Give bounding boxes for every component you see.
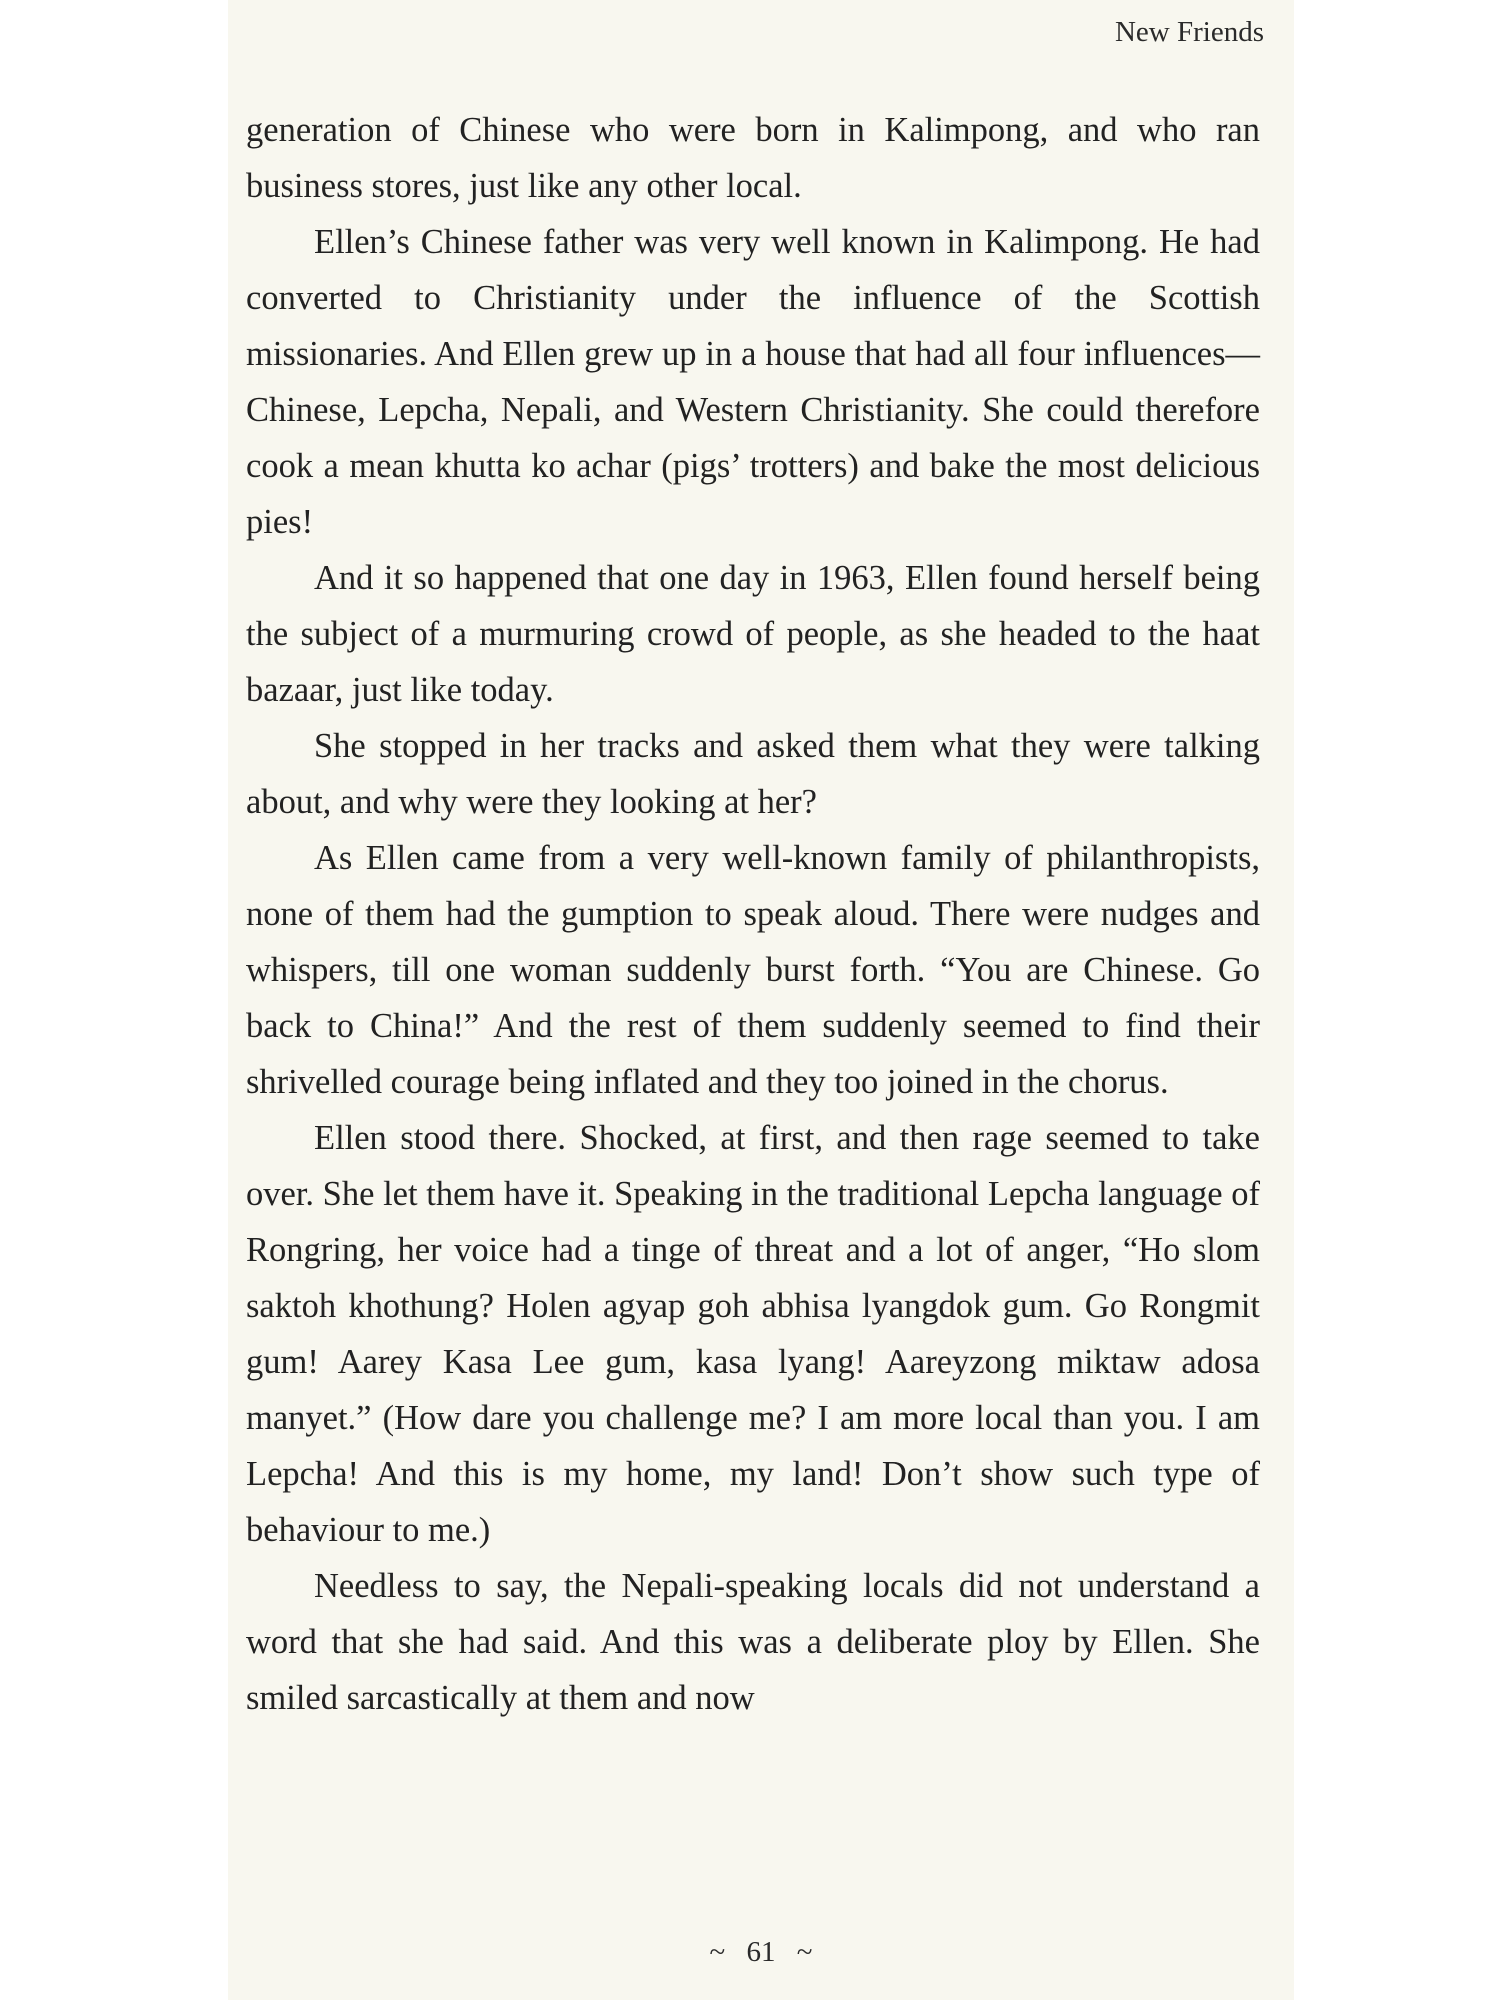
body-text (246, 102, 1260, 1726)
paragraph: She stopped in her tracks and asked them what they were talking about, and why were they looking at her? (246, 727, 1260, 821)
paragraph: Needless to say, the Nepali-speaking locals did not understand a word that she had said. And this was a deliberate ploy by Ellen. She smiled sarcastically at them and now (246, 1567, 1260, 1717)
paragraph: As Ellen came from a very well-known family of philanthropists, none of them had the gumption to speak aloud. There were nudges and whispers, till one woman suddenly burst forth. “You are Chinese. Go back to China!” And the rest of them suddenly seemed to find their shrivelled courage being inflated and they too joined in the chorus. (246, 839, 1260, 1101)
paragraph: And it so happened that one day in 1963, Ellen found herself being the subject of a murmuring crowd of people, as she headed to the haat bazaar, just like today. (246, 559, 1260, 709)
running-head: New Friends (1114, 16, 1264, 48)
book-page (228, 0, 1294, 2000)
paragraph: Ellen stood there. Shocked, at first, and then rage seemed to take over. She let them have it. Speaking in the traditional Lepcha language of Rongring, her voice had a tinge of threat and a lot of anger, “Ho slom saktoh khothung? Holen agyap goh abhisa lyangdok gum. Go Rongmit gum! Aarey Kasa Lee gum, kasa lyang! Aareyzong miktaw adosa manyet.” (How dare you challenge me? I am more local than you. I am Lepcha! And this is my home, my land! Don’t show such type of behaviour to me.) (246, 1119, 1260, 1549)
paragraph: Ellen’s Chinese father was very well known in Kalimpong. He had converted to Christianity under the influence of the Scottish missionaries. And Ellen grew up in a house that had all four influences—Chinese, Lepcha, Nepali, and Western Christianity. She could therefore cook a mean khutta ko achar (pigs’ trotters) and bake the most delicious pies! (246, 223, 1260, 541)
paragraph: generation of Chinese who were born in Kalimpong, and who ran business stores, just like any other local. (246, 111, 1260, 205)
page-number: ~ 61 ~ (709, 1936, 813, 1968)
